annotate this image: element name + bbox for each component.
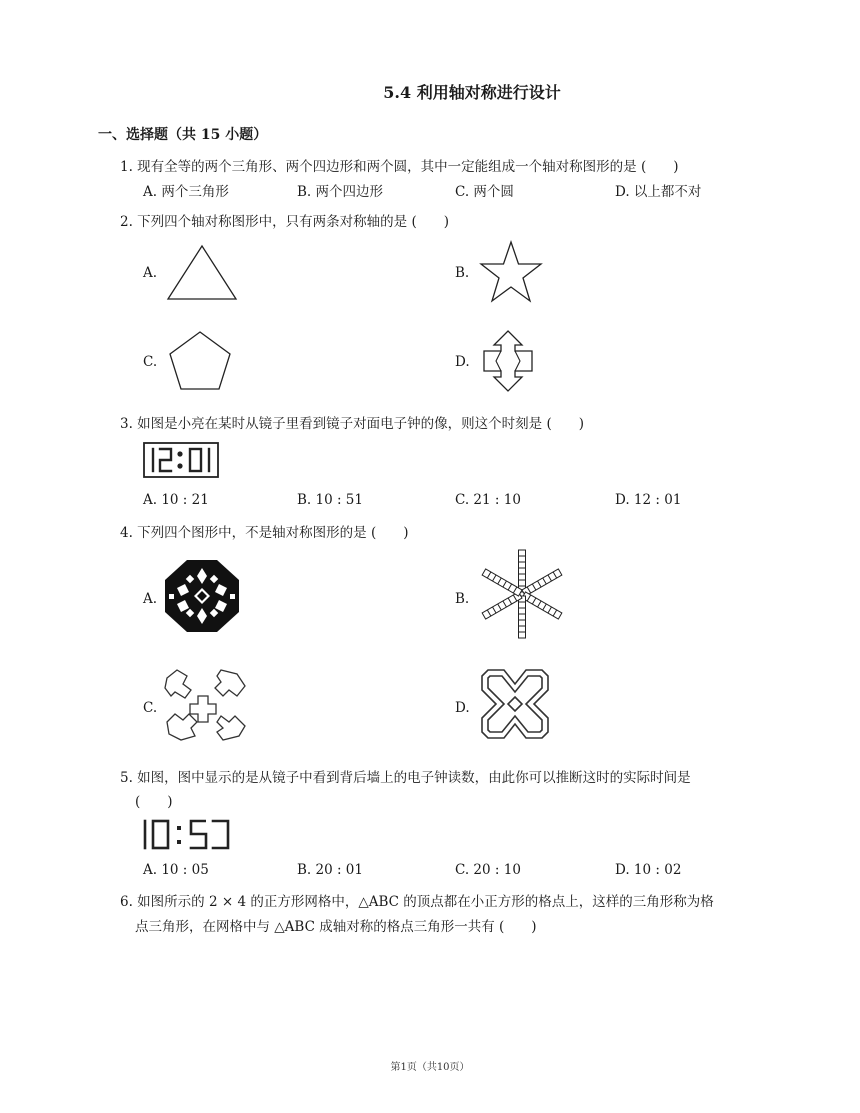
question-5-line-2: ( ) — [135, 794, 173, 810]
q4-label-c: C. — [143, 700, 158, 716]
q1-option-d: D. 以上都不对 — [615, 184, 702, 200]
x-shape-figure — [478, 666, 552, 742]
q5-option-b: B. 20 : 01 — [297, 862, 363, 878]
question-1: 1. 现有全等的两个三角形、两个四边形和两个圆，其中一定能组成一个轴对称图形的是 ( ) — [120, 159, 679, 175]
q3-option-b: B. 10 : 51 — [297, 492, 363, 508]
question-4: 4. 下列四个图形中，不是轴对称图形的是 ( ) — [120, 525, 409, 541]
q5-option-c: C. 20 : 10 — [455, 862, 521, 878]
pinwheel-arrows-figure — [163, 666, 249, 744]
q1-option-b: B. 两个四边形 — [297, 184, 384, 200]
ladder-star-figure — [478, 548, 566, 640]
pentagon-figure — [167, 330, 233, 392]
q3-option-c: C. 21 : 10 — [455, 492, 521, 508]
double-arrow-cross-figure — [480, 329, 536, 393]
mirrored-clock-12-01-icon — [143, 442, 219, 478]
q3-option-d: D. 12 : 01 — [615, 492, 682, 508]
q1-option-c: C. 两个圆 — [455, 184, 514, 200]
star-figure — [478, 240, 544, 304]
question-3: 3. 如图是小亮在某时从镜子里看到镜子对面电子钟的像，则这个时刻是 ( ) — [120, 416, 584, 432]
question-5-line-1: 5. 如图，图中显示的是从镜子中看到背后墙上的电子钟读数，由此你可以推断这时的实际时间是 — [120, 770, 691, 786]
q4-label-d: D. — [455, 700, 470, 716]
q1-option-a: A. 两个三角形 — [143, 184, 229, 200]
q2-label-b: B. — [455, 265, 470, 281]
question-2: 2. 下列四个轴对称图形中，只有两条对称轴的是 ( ) — [120, 214, 449, 230]
q2-label-a: A. — [143, 265, 158, 281]
q2-label-d: D. — [455, 354, 470, 370]
q3-option-a: A. 10 : 21 — [143, 492, 209, 508]
q4-label-b: B. — [455, 591, 470, 607]
hexagon-pattern-figure — [163, 558, 241, 634]
triangle-figure — [166, 244, 238, 302]
q2-label-c: C. — [143, 354, 158, 370]
page-footer: 第1页（共10页） — [390, 1062, 470, 1073]
q5-option-a: A. 10 : 05 — [143, 862, 209, 878]
q5-option-d: D. 10 : 02 — [615, 862, 682, 878]
question-6-line-2: 点三角形，在网格中与 △ABC 成轴对称的格点三角形一共有 ( ) — [135, 919, 537, 935]
section-heading: 一、选择题（共 15 小题） — [98, 127, 268, 143]
q4-label-a: A. — [143, 591, 158, 607]
question-6-line-1: 6. 如图所示的 2 × 4 的正方形网格中，△ABC 的顶点都在小正方形的格点上，这样的三角形称为格 — [120, 894, 714, 910]
mirrored-clock-10-05-icon — [140, 818, 236, 852]
page-title: 5.4 利用轴对称进行设计 — [383, 83, 561, 102]
